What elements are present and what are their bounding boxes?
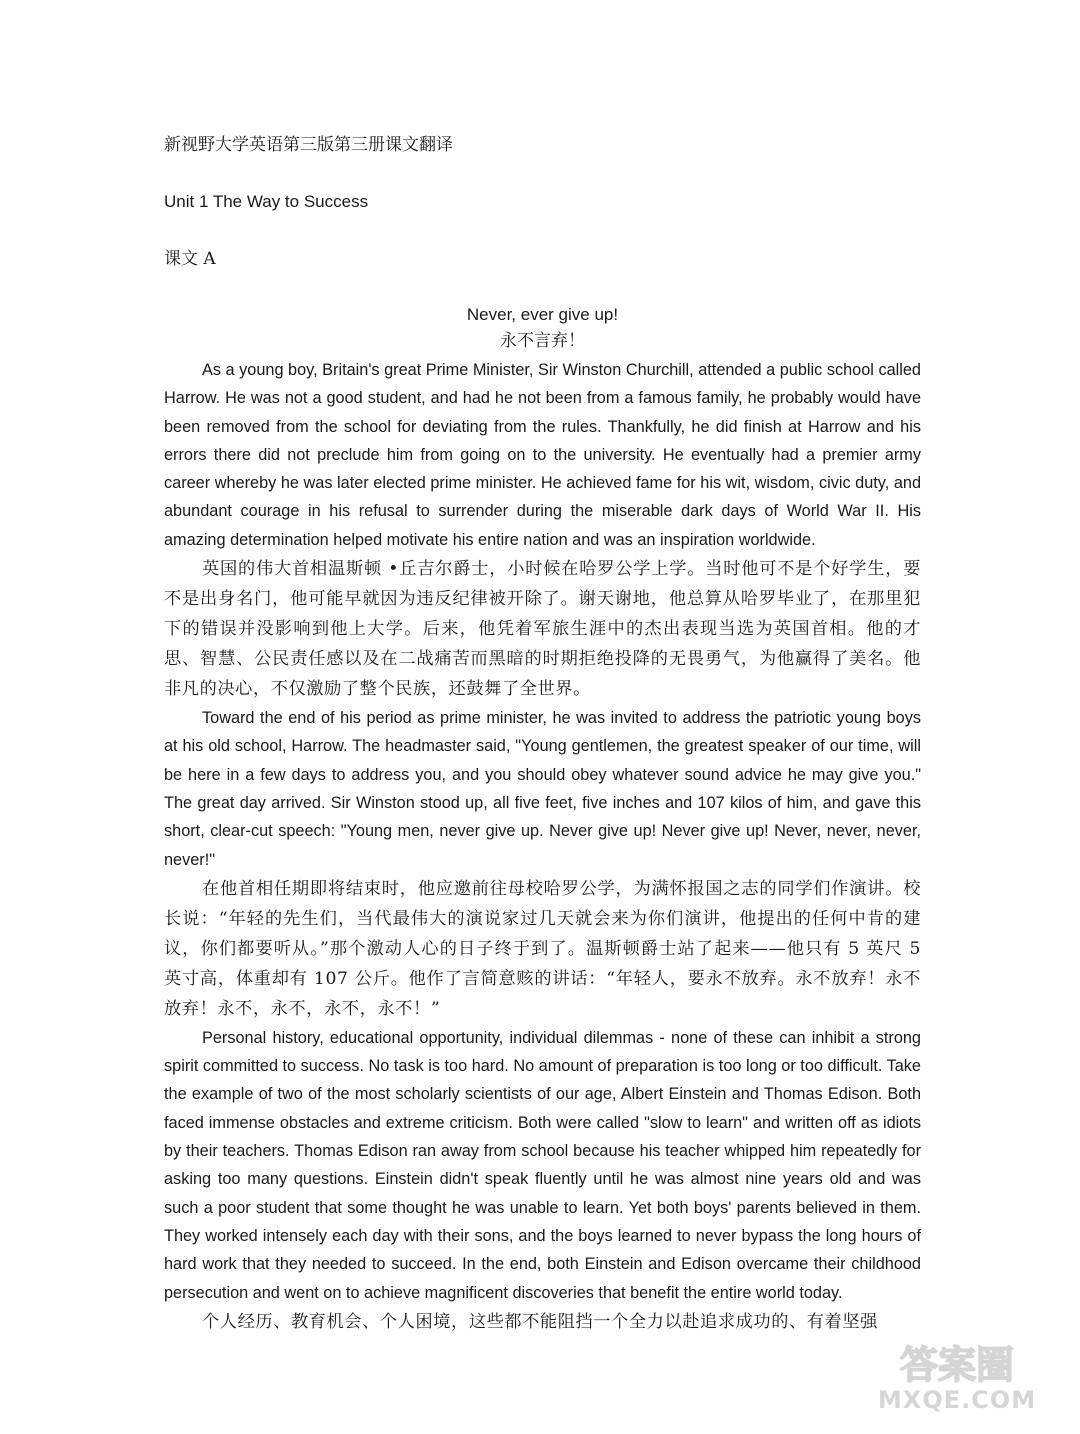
watermark-logo-icon xyxy=(862,1340,1052,1386)
paragraph-english-3: Personal history, educational opportunity, individual dilemmas - none of these can inhibit a strong spirit committed to success. No task is too hard. No amount of preparation is too long or too difficult. Take the example of two of the most scholarly scientists of our age, Albert Einstein and Thomas Edison. Both faced immense obstacles and extreme criticism. Both were called "slow to learn" and written off as idiots by their teachers. Thomas Edison ran away from school because his teacher whipped him repeatedly for asking too many questions. Einstein didn't speak fluently until he was almost nine years old and was such a poor student that some thought he was unable to learn. Yet both boys' parents believed in them. They worked intensely each day with their sons, and the boys learned to never bypass the long hours of hard work that they needed to succeed. In the end, both Einstein and Edison overcame their childhood persecution and went on to achieve magnificent discoveries that benefit the entire world today. xyxy=(164,1028,921,1302)
paragraph-chinese-3: 个人经历、教育机会、个人困境，这些都不能阻挡一个全力以赴追求成功的、有着坚强 xyxy=(202,1311,878,1332)
article-title-english: Never, ever give up! xyxy=(466,305,619,324)
paragraph-english-2: Toward the end of his period as prime minister, he was invited to address the patriotic young boys at his old school, Harrow. The headmaster said, "Young gentlemen, the greatest speaker of our time, will be here in a few days to address you, and you should obey whatever sound advice he may give you." The great day arrived. Sir Winston stood up, all five feet, five inches and 107 kilos of him, and gave this short, clear-cut speech: "Young men, never give up. Never give up! Never give up! Never, never, never, never!" xyxy=(164,709,921,869)
paragraph-chinese-2: 在他首相任期即将结束时，他应邀前往母校哈罗公学，为满怀报国之志的同学们作演讲。校长说：“年轻的先生们，当代最伟大的演说家过几天就会来为你们演讲，他提出的任何中肯的建议，你们都要听从。”那个激动人心的日子终于到了。温斯顿爵士站了起来——他只有 5 英尺 5 英寸高，体重却有 107 公斤。他作了言简意赅的讲话：“年轻人，要永不放弃。永不放弃！永不放弃！永不，永不，永不，永不！” xyxy=(164,878,921,1019)
paragraph-english-1: As a young boy, Britain's great Prime Minister, Sir Winston Churchill, attended a public school called Harrow. He was not a good student, and had he not been from a famous family, he probably would have been removed from the school for deviating from the rules. Thankfully, he did finish at Harrow and his errors there did not preclude him from going on to the university. He eventually had a premier army career whereby he was later elected prime minister. He achieved fame for his wit, wisdom, civic duty, and abundant courage in his refusal to surrender during the miserable dark days of World War II. His amazing determination helped motivate his entire nation and was an inspiration worldwide. xyxy=(164,361,921,549)
article-title-chinese: 永不言弃！ xyxy=(500,331,585,351)
watermark-logo-text: 答案圈 xyxy=(899,1343,1015,1386)
paragraph-chinese-1: 英国的伟大首相温斯顿 •丘吉尔爵士，小时候在哈罗公学上学。当时他可不是个好学生，要不是出身名门，他可能早就因为违反纪律被开除了。谢天谢地，他总算从哈罗毕业了，在那里犯下的错误并没影响到他上大学。后来，他凭着军旅生涯中的杰出表现当选为英国首相。他的才思、智慧、公民责任感以及在二战痛苦而黑暗的时期拒绝投降的无畏勇气，为他赢得了美名。他非凡的决心，不仅激励了整个民族，还鼓舞了全世界。 xyxy=(164,559,921,700)
watermark xyxy=(862,1340,1052,1420)
section-label: 课文 A xyxy=(164,249,216,269)
document-title: 新视野大学英语第三版第三册课文翻译 xyxy=(164,135,453,155)
watermark-url: MXQE.COM xyxy=(877,1386,1037,1414)
unit-title: Unit 1 The Way to Success xyxy=(164,192,369,211)
article-body xyxy=(164,304,921,1337)
